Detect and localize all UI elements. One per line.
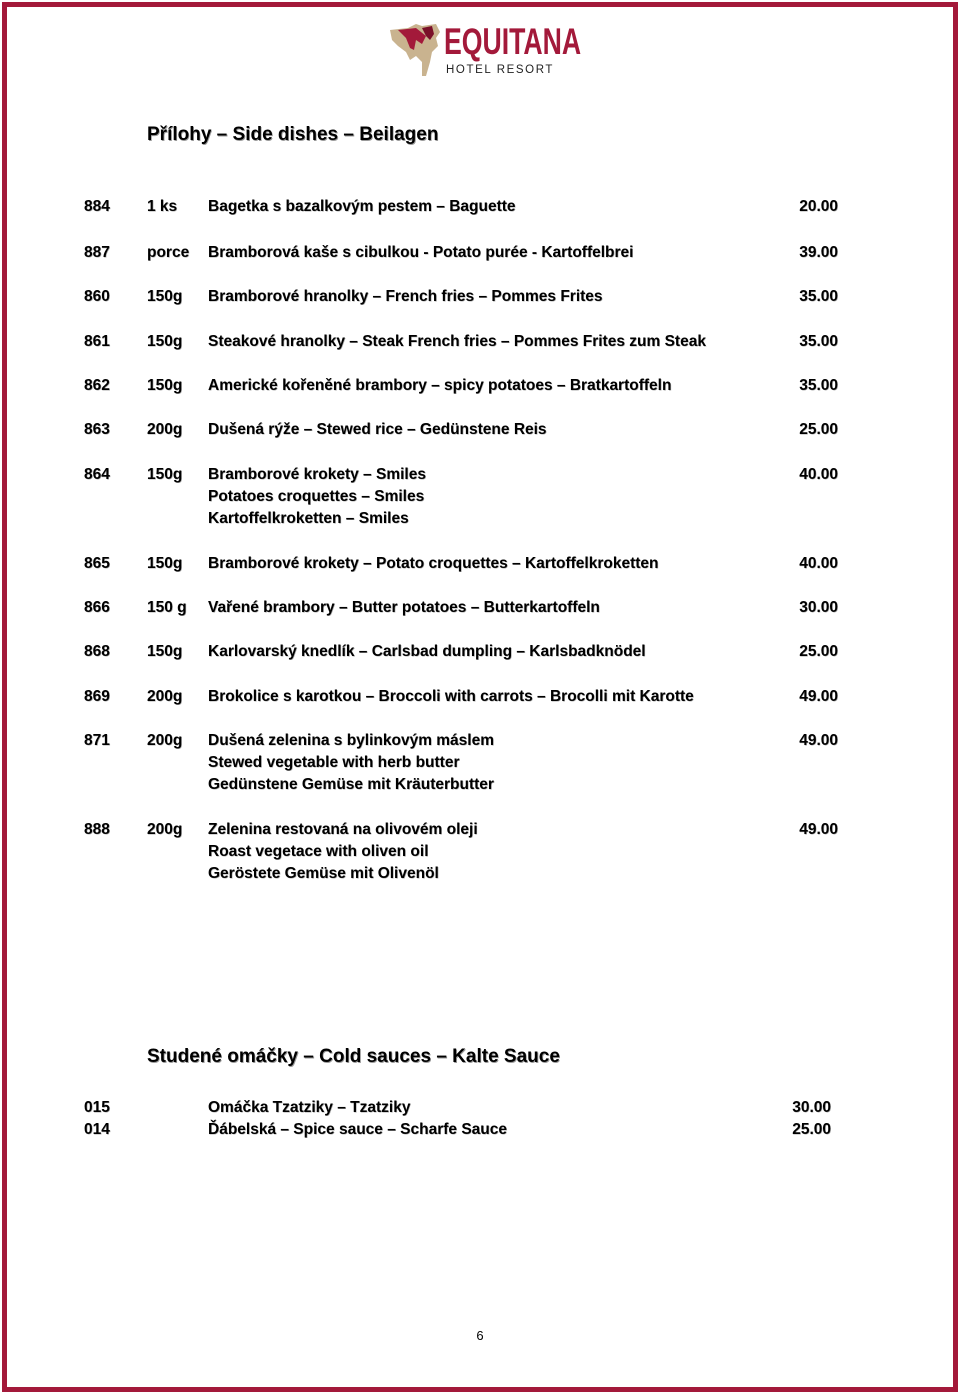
item-price: 20.00 — [799, 198, 838, 215]
item-name: Karlovarský knedlík – Carlsbad dumpling – Karlsbadknödel — [208, 643, 646, 660]
item-quantity: 150g — [147, 643, 183, 660]
item-name: Dušená rýže – Stewed rice – Gedünstene Reis — [208, 421, 547, 438]
page-number: 6 — [476, 1328, 484, 1343]
item-quantity: 150g — [147, 555, 183, 572]
item-name-german: Geröstete Gemüse mit Olivenöl — [208, 865, 439, 882]
item-name-german: Gedünstene Gemüse mit Kräuterbutter — [208, 776, 494, 793]
item-code: 884 — [84, 198, 110, 215]
item-name-english: Roast vegetace with oliven oil — [208, 843, 429, 860]
item-price: 35.00 — [799, 288, 838, 305]
item-code: 863 — [84, 421, 110, 438]
item-price: 40.00 — [799, 555, 838, 572]
item-quantity: 1 ks — [147, 198, 178, 215]
item-name: Omáčka Tzatziky – Tzatziky — [208, 1099, 411, 1116]
item-quantity: 150g — [147, 288, 183, 305]
section-title-side-dishes: Přílohy – Side dishes – Beilagen — [147, 124, 439, 145]
item-price: 25.00 — [799, 421, 838, 438]
item-price: 35.00 — [799, 333, 838, 350]
item-code: 868 — [84, 643, 110, 660]
item-name: Bramborová kaše s cibulkou - Potato purée - Kartoffelbrei — [208, 244, 634, 261]
item-quantity: 150g — [147, 466, 183, 483]
item-code: 014 — [84, 1121, 110, 1138]
item-price: 30.00 — [792, 1099, 831, 1116]
item-code: 861 — [84, 333, 110, 350]
item-code: 860 — [84, 288, 110, 305]
item-code: 871 — [84, 732, 110, 749]
item-name: Steakové hranolky – Steak French fries – Pommes Frites zum Steak — [208, 333, 706, 350]
item-code: 869 — [84, 688, 110, 705]
horse-icon — [386, 22, 444, 78]
item-quantity: 200g — [147, 421, 183, 438]
item-price: 49.00 — [799, 688, 838, 705]
brand-subtitle: HOTEL RESORT — [446, 64, 555, 76]
item-code: 862 — [84, 377, 110, 394]
item-quantity: 150g — [147, 377, 183, 394]
item-code: 866 — [84, 599, 110, 616]
item-name: Brokolice s karotkou – Broccoli with carrots – Brocolli mit Karotte — [208, 688, 694, 705]
item-price: 40.00 — [799, 466, 838, 483]
item-code: 015 — [84, 1099, 110, 1116]
item-name: Zelenina restovaná na olivovém oleji — [208, 821, 478, 838]
item-quantity: 200g — [147, 732, 183, 749]
item-name: Vařené brambory – Butter potatoes – Butterkartoffeln — [208, 599, 600, 616]
item-quantity: 150g — [147, 333, 183, 350]
item-quantity: 150 g — [147, 599, 187, 616]
item-name: Dušená zelenina s bylinkovým máslem — [208, 732, 495, 749]
item-name: Ďábelská – Spice sauce – Scharfe Sauce — [208, 1121, 507, 1138]
item-price: 49.00 — [799, 732, 838, 749]
item-code: 864 — [84, 466, 110, 483]
item-name: Bramborové hranolky – French fries – Pommes Frites — [208, 288, 603, 305]
item-code: 865 — [84, 555, 110, 572]
item-price: 39.00 — [799, 244, 838, 261]
item-price: 25.00 — [799, 643, 838, 660]
item-quantity: 200g — [147, 821, 183, 838]
item-name: Bagetka s bazalkovým pestem – Baguette — [208, 198, 516, 215]
item-price: 30.00 — [799, 599, 838, 616]
item-quantity: porce — [147, 244, 190, 261]
brand-logo — [386, 21, 582, 80]
brand-name: EQUITANA — [444, 21, 582, 62]
item-code: 888 — [84, 821, 110, 838]
item-name: Bramborové krokety – Smiles — [208, 466, 426, 483]
item-name-german: Kartoffelkroketten – Smiles — [208, 510, 409, 527]
item-name: Bramborové krokety – Potato croquettes – Kartoffelkroketten — [208, 555, 659, 572]
item-price: 35.00 — [799, 377, 838, 394]
item-quantity: 200g — [147, 688, 183, 705]
item-price: 25.00 — [792, 1121, 831, 1138]
item-code: 887 — [84, 244, 110, 261]
item-name-english: Stewed vegetable with herb butter — [208, 754, 460, 771]
item-name-english: Potatoes croquettes – Smiles — [208, 488, 425, 505]
item-name: Americké kořeněné brambory – spicy potatoes – Bratkartoffeln — [208, 377, 672, 394]
item-price: 49.00 — [799, 821, 838, 838]
section-title-cold-sauces: Studené omáčky – Cold sauces – Kalte Sauce — [147, 1046, 560, 1067]
